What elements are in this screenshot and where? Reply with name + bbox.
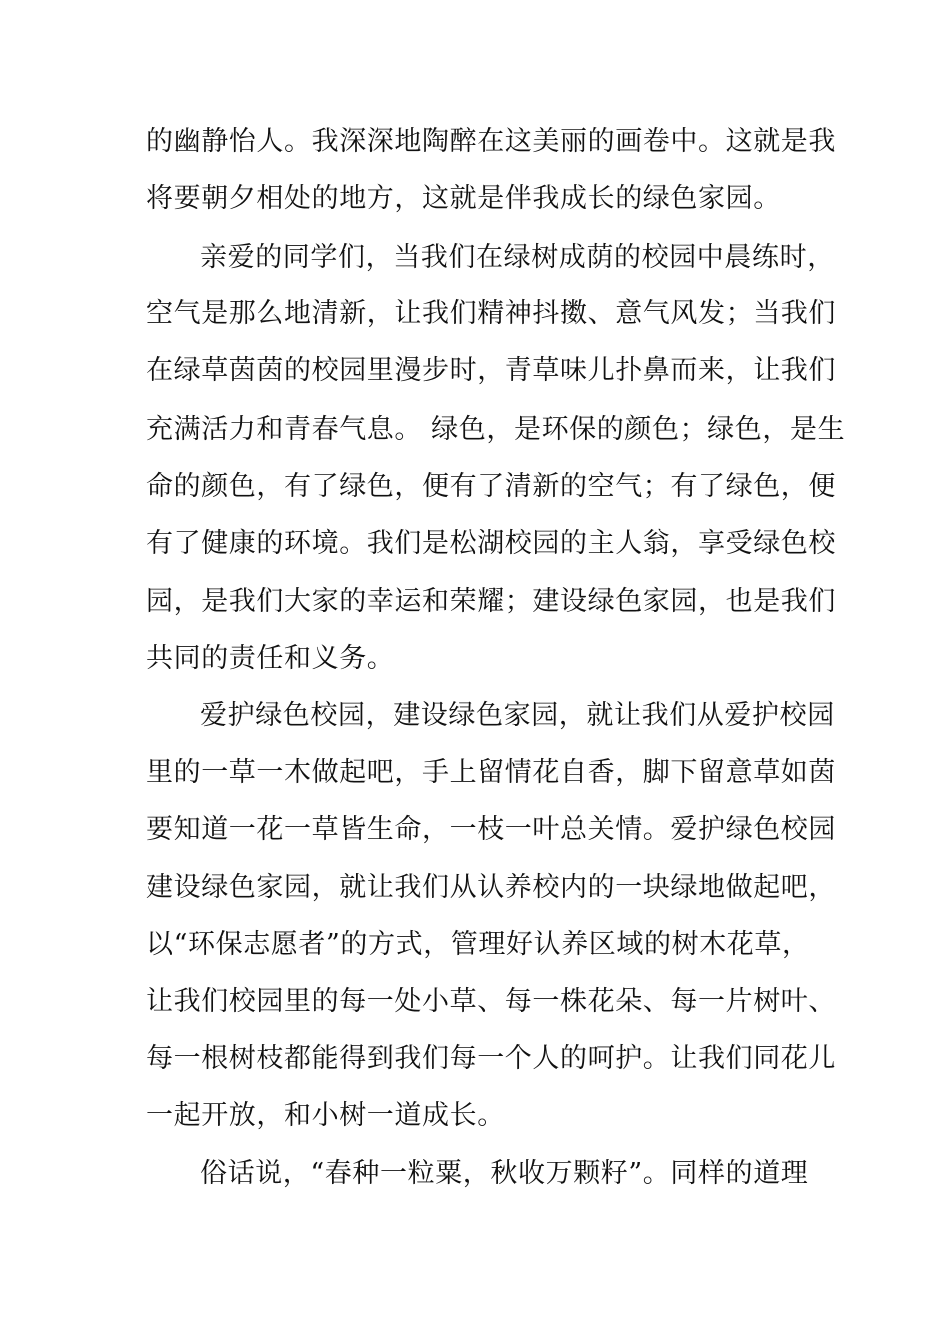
text-line: 以“环保志愿者”的方式，管理好认养区域的树木花草，: [146, 929, 810, 960]
text-line: 里的一草一木做起吧，手上留情花自香，脚下留意草如茵: [146, 757, 836, 788]
text-line: 将要朝夕相处的地方，这就是伴我成长的绿色家园。: [146, 183, 781, 214]
text-line: 空气是那么地清新，让我们精神抖擞、意气风发；当我们: [146, 298, 836, 329]
text-line: 在绿草茵茵的校园里漫步时，青草味儿扑鼻而来，让我们: [146, 355, 836, 386]
text-line: 的幽静怡人。我深深地陶醉在这美丽的画卷中。这就是我: [146, 126, 836, 157]
text-line: 每一根树枝都能得到我们每一个人的呵护。让我们同花儿: [146, 1043, 836, 1074]
text-line: 命的颜色，有了绿色，便有了清新的空气；有了绿色，便: [146, 471, 836, 502]
text-line: 要知道一花一草皆生命，一枝一叶总关情。爱护绿色校园: [146, 814, 836, 845]
text-line: 充满活力和青春气息。 绿色，是环保的颜色；绿色，是生: [146, 414, 846, 445]
text-line: 让我们校园里的每一处小草、每一株花朵、每一片树叶、: [146, 986, 836, 1017]
text-line: 园，是我们大家的幸运和荣耀；建设绿色家园，也是我们: [146, 586, 836, 617]
paragraph-first-line: 亲爱的同学们，当我们在绿树成荫的校园中晨练时，: [200, 242, 835, 273]
paragraph-first-line: 爱护绿色校园，建设绿色家园，就让我们从爱护校园: [200, 700, 835, 731]
text-line: 一起开放，和小树一道成长。: [146, 1100, 505, 1131]
text-line: 共同的责任和义务。: [146, 643, 395, 674]
text-line: 有了健康的环境。我们是松湖校园的主人翁，享受绿色校: [146, 528, 836, 559]
paragraph-first-line: 俗话说，“春种一粒粟，秋收万颗籽”。同样的道理: [200, 1158, 809, 1189]
text-line: 建设绿色家园，就让我们从认养校内的一块绿地做起吧，: [146, 872, 836, 903]
